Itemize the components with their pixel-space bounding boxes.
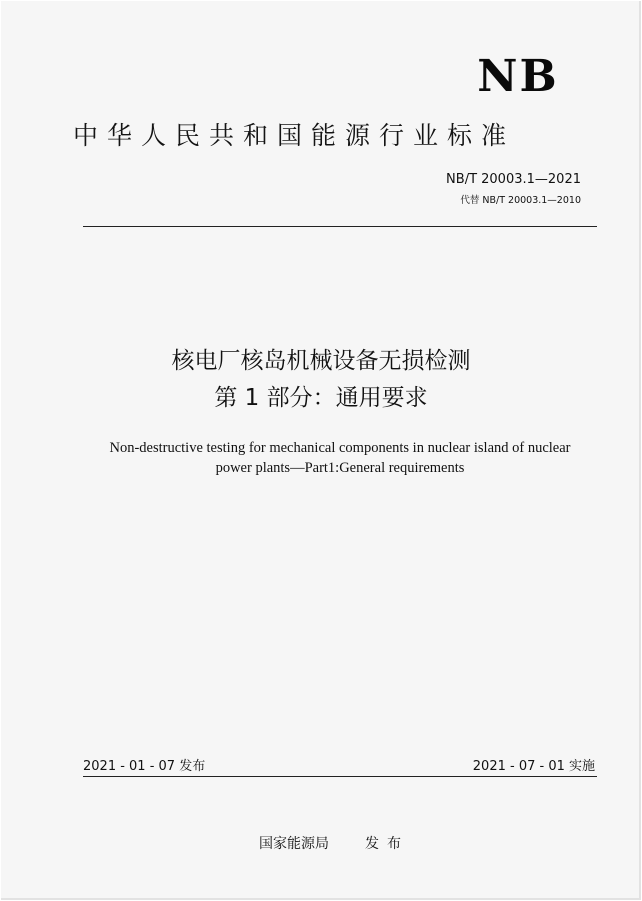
en-title-line-1: Non-destructive testing for mechanical components in nuclear island of nuclear: [109, 440, 571, 456]
en-title-line-2: power plants—Part1:General requirements: [215, 460, 465, 476]
cn-title-line-2: 第 1 部分：通用要求: [214, 385, 428, 411]
standard-category-title: 中华人民共和国能源行业标准: [73, 121, 516, 150]
publisher-name: 国家能源局: [259, 836, 329, 852]
implementation-date: 2021 - 07 - 01 实施: [472, 759, 595, 774]
top-divider: [83, 226, 597, 227]
bottom-divider: [83, 776, 597, 777]
nb-logo: NB: [477, 51, 559, 102]
standard-code: NB/T 20003.1—2021: [446, 172, 581, 187]
document-page: [1, 1, 641, 900]
issue-date: 2021 - 01 - 07 发布: [83, 759, 206, 774]
replaces-note: 代替 NB/T 20003.1—2010: [460, 195, 581, 206]
cn-title-line-1: 核电厂核岛机械设备无损检测: [171, 348, 471, 374]
publish-label: 发布: [365, 836, 409, 852]
